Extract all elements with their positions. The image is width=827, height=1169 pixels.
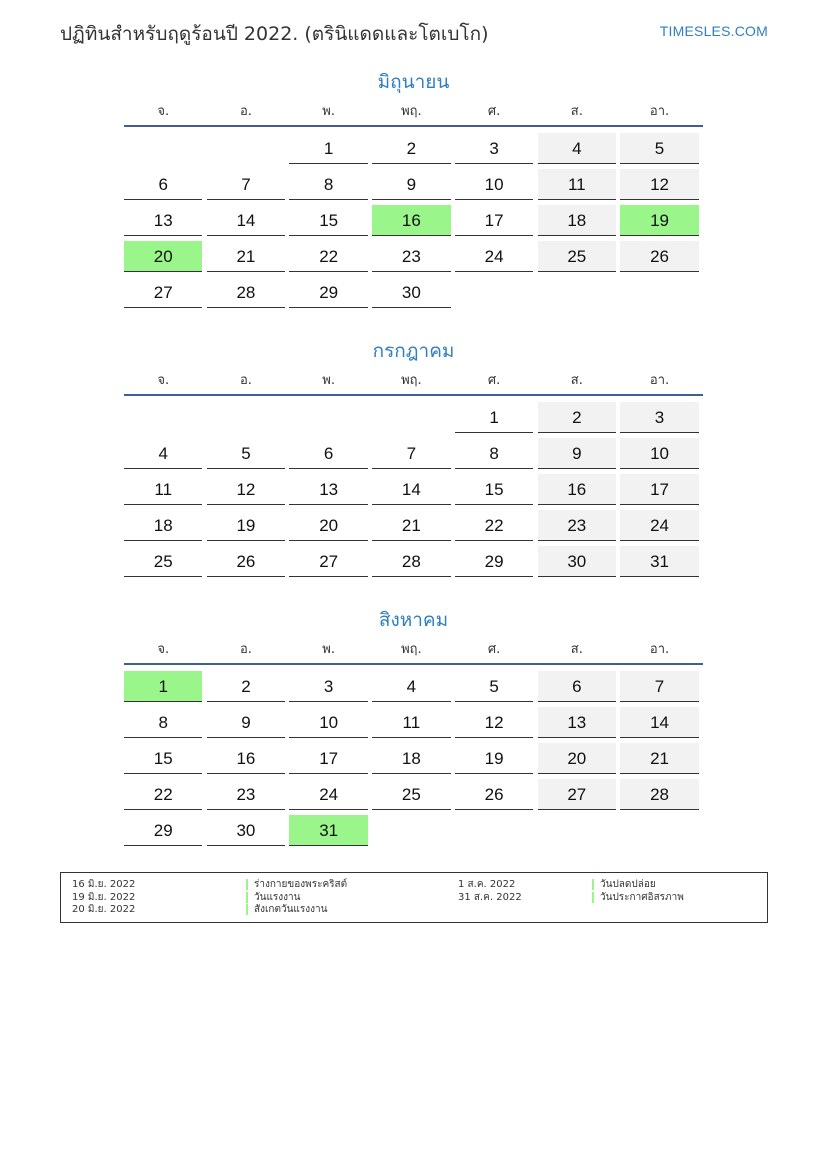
weekday-label: พ. bbox=[322, 642, 335, 657]
calendar-day: 12 bbox=[620, 169, 698, 200]
weekday-label: ส. bbox=[570, 104, 583, 119]
calendar-day: 22 bbox=[289, 241, 367, 272]
calendar-day: 7 bbox=[372, 438, 450, 469]
site-link[interactable]: TIMESLES.COM bbox=[659, 23, 768, 39]
calendar-day: 31 bbox=[289, 815, 367, 846]
calendar-day: 28 bbox=[207, 277, 285, 308]
calendar-day: 4 bbox=[124, 438, 202, 469]
weekday-label: ศ. bbox=[487, 373, 501, 388]
calendar-day: 2 bbox=[372, 133, 450, 164]
calendar-day: 17 bbox=[289, 743, 367, 774]
calendar-day: 16 bbox=[207, 743, 285, 774]
legend-column-right bbox=[458, 879, 684, 904]
holiday-date: 31 ส.ค. 2022 bbox=[458, 891, 522, 903]
calendar-day: 19 bbox=[207, 510, 285, 541]
weekday-label: อา. bbox=[649, 373, 670, 388]
calendar-week bbox=[124, 707, 703, 743]
calendar-day: 15 bbox=[289, 205, 367, 236]
header-divider bbox=[124, 394, 703, 396]
empty-cell bbox=[124, 402, 202, 433]
calendar-week bbox=[124, 169, 703, 205]
calendar-day: 9 bbox=[372, 169, 450, 200]
month-name: มิถุนายน bbox=[377, 71, 450, 93]
calendar-day: 30 bbox=[538, 546, 616, 577]
legend-item bbox=[458, 879, 684, 892]
weekday-label: ศ. bbox=[487, 104, 501, 119]
holiday-date: 20 มิ.ย. 2022 bbox=[72, 904, 136, 915]
holiday-date: 19 มิ.ย. 2022 bbox=[72, 891, 136, 903]
calendar-day: 19 bbox=[455, 743, 533, 774]
calendar-day: 4 bbox=[538, 133, 616, 164]
weekday-label: พฤ. bbox=[401, 104, 422, 119]
calendar-day: 13 bbox=[289, 474, 367, 505]
calendar-day: 18 bbox=[124, 510, 202, 541]
holiday-date: 1 ส.ค. 2022 bbox=[458, 879, 516, 890]
calendar-day: 7 bbox=[620, 671, 698, 702]
calendar-day: 29 bbox=[289, 277, 367, 308]
calendar-day: 4 bbox=[372, 671, 450, 702]
calendar-day: 6 bbox=[124, 169, 202, 200]
calendar-day: 22 bbox=[124, 779, 202, 810]
calendar-grid bbox=[124, 671, 703, 851]
calendar-day: 8 bbox=[455, 438, 533, 469]
calendar-day: 17 bbox=[620, 474, 698, 505]
calendar-day: 10 bbox=[455, 169, 533, 200]
calendar-week bbox=[124, 815, 703, 851]
weekday-label: จ. bbox=[157, 642, 170, 657]
calendar-day: 19 bbox=[620, 205, 698, 236]
calendar-day: 11 bbox=[372, 707, 450, 738]
weekday-label: พฤ. bbox=[401, 373, 422, 388]
holiday-name: สังเกตวันแรงงาน bbox=[246, 904, 327, 915]
holiday-legend bbox=[60, 872, 768, 923]
holiday-name: วันปลดปล่อย bbox=[592, 879, 656, 890]
page-title: ปฏิทินสำหรับฤดูร้อนปี 2022. (ตรินิแดดและโตเบโก) bbox=[60, 23, 489, 45]
weekday-header bbox=[124, 371, 703, 391]
weekday-label: พ. bbox=[322, 373, 335, 388]
calendar-day: 1 bbox=[455, 402, 533, 433]
weekday-label: อา. bbox=[649, 642, 670, 657]
calendar-day: 8 bbox=[289, 169, 367, 200]
calendar-day: 8 bbox=[124, 707, 202, 738]
calendar-day: 20 bbox=[538, 743, 616, 774]
holiday-name: วันแรงงาน bbox=[246, 892, 300, 903]
calendar-day: 6 bbox=[538, 671, 616, 702]
calendar-day: 26 bbox=[620, 241, 698, 272]
calendar-day: 3 bbox=[289, 671, 367, 702]
calendar-day: 17 bbox=[455, 205, 533, 236]
calendar-day: 18 bbox=[538, 205, 616, 236]
calendar-day: 27 bbox=[538, 779, 616, 810]
calendar-week bbox=[124, 402, 703, 438]
empty-cell bbox=[455, 277, 533, 308]
calendar-day: 23 bbox=[207, 779, 285, 810]
empty-cell bbox=[372, 815, 450, 846]
empty-cell bbox=[124, 133, 202, 164]
calendar-day: 29 bbox=[455, 546, 533, 577]
calendar-day: 22 bbox=[455, 510, 533, 541]
calendar-day: 20 bbox=[124, 241, 202, 272]
calendar-day: 13 bbox=[124, 205, 202, 236]
calendar-week bbox=[124, 671, 703, 707]
weekday-label: จ. bbox=[157, 373, 170, 388]
calendar-week bbox=[124, 779, 703, 815]
empty-cell bbox=[207, 133, 285, 164]
legend-item bbox=[72, 892, 347, 905]
calendar-grid bbox=[124, 133, 703, 313]
calendar-day: 2 bbox=[207, 671, 285, 702]
calendar-day: 13 bbox=[538, 707, 616, 738]
holiday-name: วันประกาศอิสรภาพ bbox=[592, 892, 684, 903]
empty-cell bbox=[207, 402, 285, 433]
empty-cell bbox=[538, 815, 616, 846]
calendar-day: 14 bbox=[620, 707, 698, 738]
month-june bbox=[124, 67, 703, 313]
calendar-day: 24 bbox=[620, 510, 698, 541]
calendar-day: 25 bbox=[124, 546, 202, 577]
holiday-name: ร่างกายของพระคริสต์ bbox=[246, 879, 347, 890]
calendar-day: 14 bbox=[207, 205, 285, 236]
calendar-day: 24 bbox=[455, 241, 533, 272]
calendar-week bbox=[124, 510, 703, 546]
calendar-day: 31 bbox=[620, 546, 698, 577]
empty-cell bbox=[620, 815, 698, 846]
calendar-day: 5 bbox=[620, 133, 698, 164]
calendar-day: 21 bbox=[620, 743, 698, 774]
calendar-day: 16 bbox=[372, 205, 450, 236]
weekday-label: ส. bbox=[570, 373, 583, 388]
calendar-day: 21 bbox=[372, 510, 450, 541]
calendar-week bbox=[124, 133, 703, 169]
weekday-header bbox=[124, 102, 703, 122]
calendar-day: 26 bbox=[207, 546, 285, 577]
calendar-day: 11 bbox=[538, 169, 616, 200]
calendar-day: 15 bbox=[455, 474, 533, 505]
weekday-label: ส. bbox=[570, 642, 583, 657]
empty-cell bbox=[620, 277, 698, 308]
calendar-day: 20 bbox=[289, 510, 367, 541]
calendar-day: 29 bbox=[124, 815, 202, 846]
calendar-day: 27 bbox=[289, 546, 367, 577]
empty-cell bbox=[289, 402, 367, 433]
calendar-day: 1 bbox=[124, 671, 202, 702]
calendar-week bbox=[124, 205, 703, 241]
weekday-header bbox=[124, 640, 703, 660]
calendar-day: 1 bbox=[289, 133, 367, 164]
calendar-day: 30 bbox=[372, 277, 450, 308]
calendar-week bbox=[124, 277, 703, 313]
calendar-day: 6 bbox=[289, 438, 367, 469]
calendar-day: 3 bbox=[455, 133, 533, 164]
calendar-day: 10 bbox=[289, 707, 367, 738]
calendar-day: 3 bbox=[620, 402, 698, 433]
holiday-date: 16 มิ.ย. 2022 bbox=[72, 879, 136, 890]
calendar-grid bbox=[124, 402, 703, 582]
empty-cell bbox=[372, 402, 450, 433]
calendar-week bbox=[124, 546, 703, 582]
calendar-day: 5 bbox=[455, 671, 533, 702]
header-divider bbox=[124, 663, 703, 665]
calendar-day: 9 bbox=[207, 707, 285, 738]
calendar-day: 25 bbox=[538, 241, 616, 272]
calendar-day: 16 bbox=[538, 474, 616, 505]
calendar-week bbox=[124, 438, 703, 474]
calendar-day: 11 bbox=[124, 474, 202, 505]
weekday-label: อ. bbox=[239, 642, 252, 657]
calendar-day: 5 bbox=[207, 438, 285, 469]
weekday-label: พ. bbox=[322, 104, 335, 119]
calendar-day: 23 bbox=[538, 510, 616, 541]
calendar-day: 23 bbox=[372, 241, 450, 272]
empty-cell bbox=[455, 815, 533, 846]
month-name: กรกฎาคม bbox=[372, 340, 455, 362]
calendar-day: 30 bbox=[207, 815, 285, 846]
header-divider bbox=[124, 125, 703, 127]
month-august bbox=[124, 605, 703, 851]
legend-item bbox=[72, 904, 347, 917]
weekday-label: จ. bbox=[157, 104, 170, 119]
weekday-label: อา. bbox=[649, 104, 670, 119]
calendar-day: 12 bbox=[207, 474, 285, 505]
legend-item bbox=[72, 879, 347, 892]
calendar-day: 15 bbox=[124, 743, 202, 774]
calendar-day: 28 bbox=[620, 779, 698, 810]
calendar-day: 2 bbox=[538, 402, 616, 433]
weekday-label: อ. bbox=[239, 104, 252, 119]
calendar-day: 18 bbox=[372, 743, 450, 774]
calendar-day: 14 bbox=[372, 474, 450, 505]
calendar-day: 9 bbox=[538, 438, 616, 469]
calendar-day: 12 bbox=[455, 707, 533, 738]
calendar-day: 10 bbox=[620, 438, 698, 469]
calendar-day: 7 bbox=[207, 169, 285, 200]
calendar-day: 28 bbox=[372, 546, 450, 577]
calendar-week bbox=[124, 241, 703, 277]
weekday-label: พฤ. bbox=[401, 642, 422, 657]
calendar-day: 25 bbox=[372, 779, 450, 810]
month-name: สิงหาคม bbox=[378, 609, 449, 631]
calendar-week bbox=[124, 743, 703, 779]
legend-column-left bbox=[72, 879, 347, 917]
calendar-week bbox=[124, 474, 703, 510]
month-july bbox=[124, 336, 703, 582]
weekday-label: ศ. bbox=[487, 642, 501, 657]
legend-item bbox=[458, 892, 684, 905]
calendar-day: 26 bbox=[455, 779, 533, 810]
weekday-label: อ. bbox=[239, 373, 252, 388]
empty-cell bbox=[538, 277, 616, 308]
calendar-day: 21 bbox=[207, 241, 285, 272]
calendar-day: 27 bbox=[124, 277, 202, 308]
calendar-day: 24 bbox=[289, 779, 367, 810]
